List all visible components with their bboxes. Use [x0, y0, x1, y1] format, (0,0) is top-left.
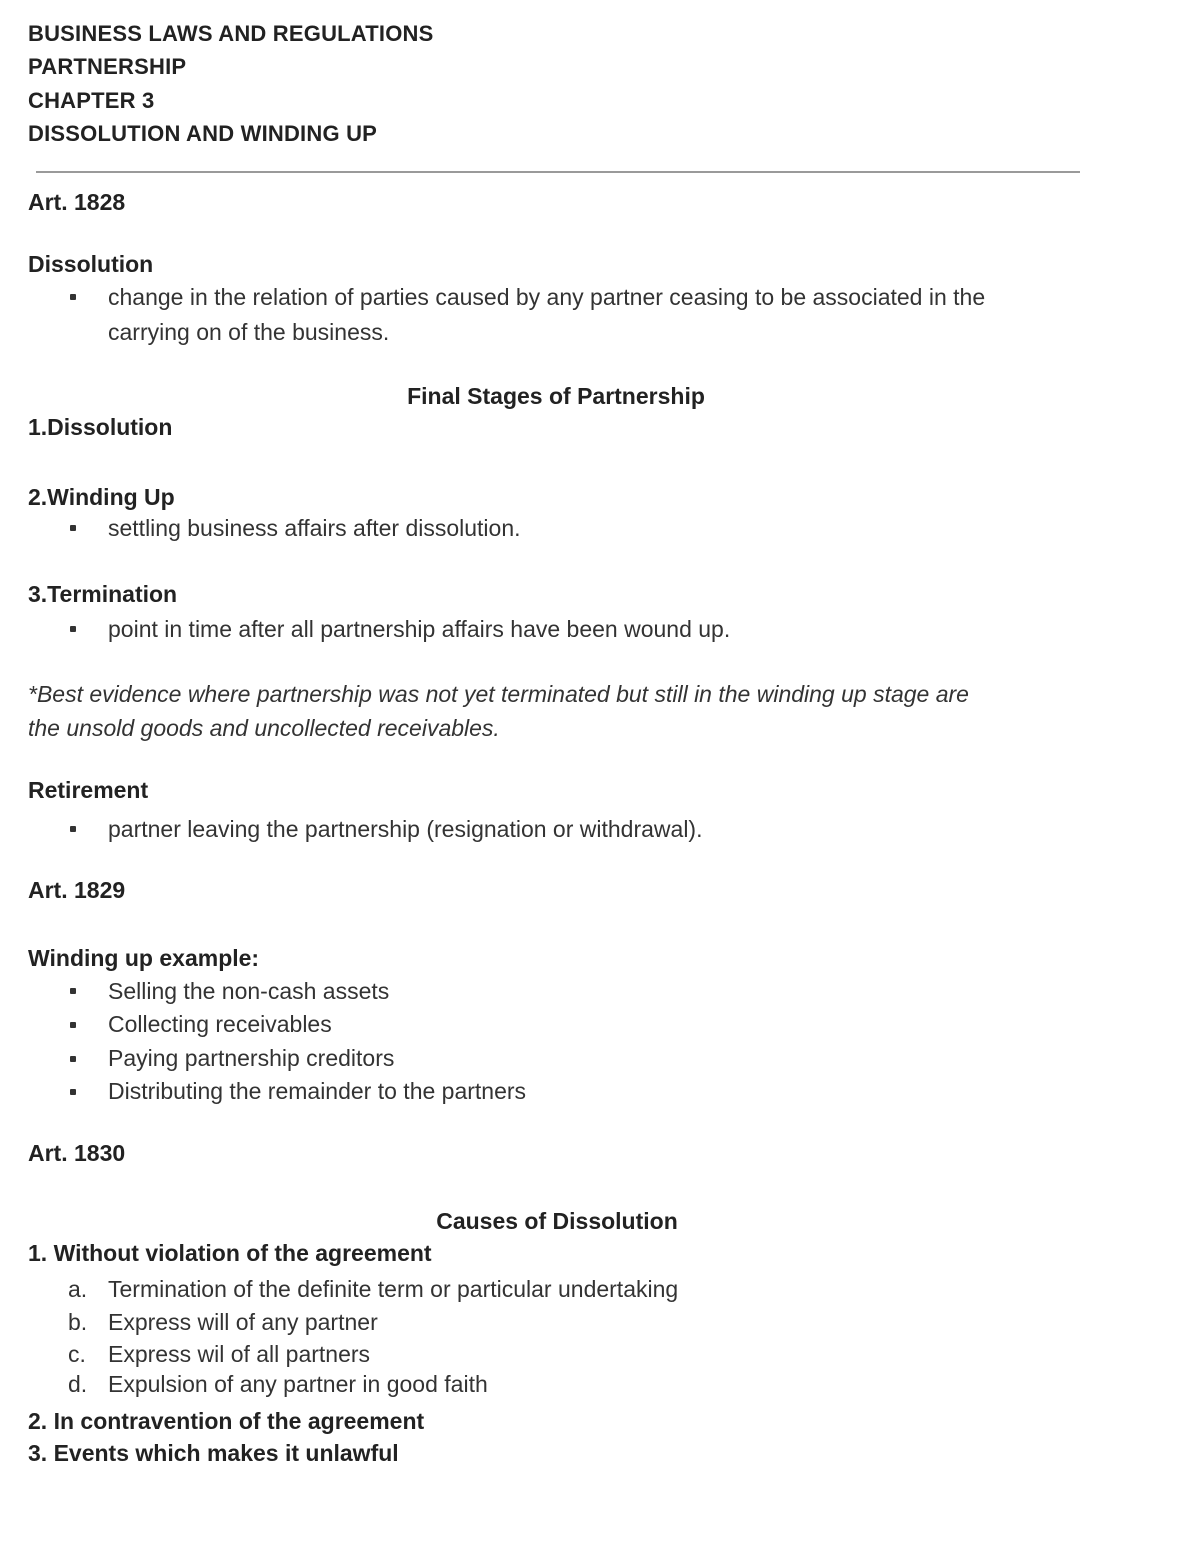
retirement-definition: partner leaving the partnership (resignation or withdrawal).	[108, 816, 703, 842]
termination-definition: point in time after all partnership affairs have been wound up.	[108, 616, 731, 642]
article-1830-title: Art. 1830	[28, 1140, 126, 1166]
stage-dissolution: 1.Dissolution	[28, 414, 173, 440]
list-marker: b.	[68, 1309, 88, 1335]
causes-of-dissolution-title: Causes of Dissolution	[436, 1208, 678, 1234]
example-item: Collecting receivables	[108, 1011, 332, 1037]
article-1828-title: Art. 1828	[28, 189, 126, 215]
winding-up-definition: settling business affairs after dissolution.	[108, 515, 521, 541]
list-marker: d.	[68, 1371, 88, 1397]
evidence-note-line2: the unsold goods and uncollected receivables.	[28, 715, 500, 741]
cause-in-contravention: 2. In contravention of the agreement	[28, 1408, 425, 1434]
example-item: Paying partnership creditors	[108, 1045, 395, 1071]
cause-item: Express wil of all partners	[108, 1341, 371, 1367]
bullet-icon	[70, 525, 76, 531]
header-course-title: BUSINESS LAWS AND REGULATIONS	[28, 21, 434, 46]
retirement-heading: Retirement	[28, 777, 149, 803]
cause-item: Expulsion of any partner in good faith	[108, 1371, 488, 1397]
bullet-icon	[70, 1022, 76, 1028]
dissolution-definition-line1: change in the relation of parties caused by any partner ceasing to be associated in the	[108, 284, 986, 310]
article-1829-title: Art. 1829	[28, 877, 126, 903]
dissolution-heading: Dissolution	[28, 251, 154, 277]
stage-termination: 3.Termination	[28, 581, 178, 607]
horizontal-divider	[36, 171, 1080, 173]
cause-without-violation: 1. Without violation of the agreement	[28, 1240, 432, 1266]
bullet-icon	[70, 294, 76, 300]
header-chapter-title: DISSOLUTION AND WINDING UP	[28, 121, 378, 146]
evidence-note-line1: *Best evidence where partnership was not yet terminated but still in the winding up stage are	[28, 681, 969, 707]
final-stages-title: Final Stages of Partnership	[407, 383, 705, 409]
header-chapter: CHAPTER 3	[28, 88, 155, 113]
cause-item: Express will of any partner	[108, 1309, 378, 1335]
bullet-icon	[70, 826, 76, 832]
bullet-icon	[70, 1056, 76, 1062]
list-marker: a.	[68, 1276, 88, 1302]
cause-item: Termination of the definite term or particular undertaking	[108, 1276, 679, 1302]
example-item: Distributing the remainder to the partners	[108, 1078, 527, 1104]
winding-up-example-heading: Winding up example:	[28, 945, 260, 971]
bullet-icon	[70, 1089, 76, 1095]
example-item: Selling the non-cash assets	[108, 978, 390, 1004]
bullet-icon	[70, 626, 76, 632]
header-topic: PARTNERSHIP	[28, 54, 187, 79]
list-marker: c.	[68, 1341, 86, 1367]
stage-winding-up: 2.Winding Up	[28, 484, 175, 510]
dissolution-definition-line2: carrying on of the business.	[108, 319, 390, 345]
bullet-icon	[70, 988, 76, 994]
cause-unlawful-events: 3. Events which makes it unlawful	[28, 1440, 399, 1466]
